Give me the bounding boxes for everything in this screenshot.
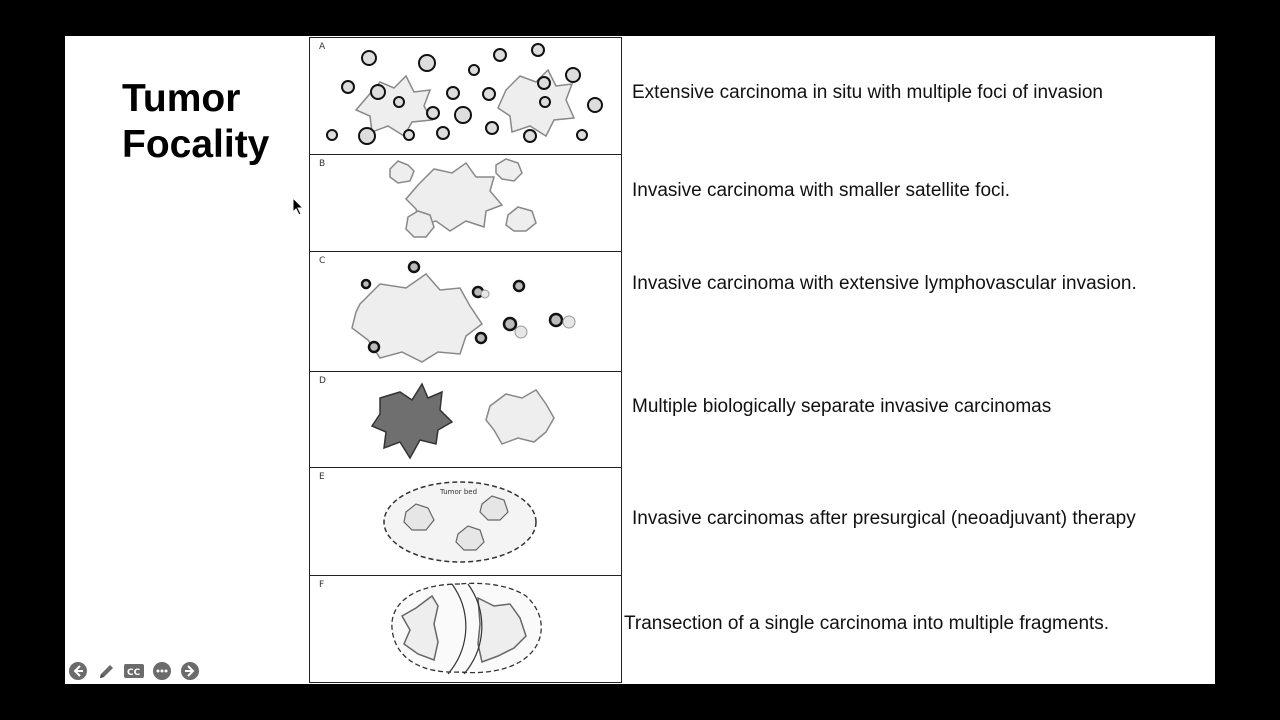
panel-c-description: Invasive carcinoma with extensive lymphovascular invasion. bbox=[632, 273, 1137, 294]
panel-f-illustration bbox=[310, 576, 621, 682]
panel-d-description: Multiple biologically separate invasive carcinomas bbox=[632, 396, 1052, 417]
panel-d-illustration bbox=[310, 372, 621, 467]
panel-d bbox=[310, 372, 621, 468]
panel-letter: F bbox=[319, 580, 325, 590]
panel-letter: C bbox=[319, 256, 326, 266]
slide bbox=[65, 36, 1215, 684]
mouse-pointer-icon bbox=[292, 197, 306, 222]
tumor-bed-label: Tumor bed bbox=[440, 488, 478, 496]
panel-a-description: Extensive carcinoma in situ with multiple foci of invasion bbox=[632, 82, 1103, 103]
panel-b bbox=[310, 155, 621, 252]
slide-title bbox=[122, 76, 269, 168]
pencil-icon[interactable] bbox=[95, 660, 117, 682]
title-line-2: Focality bbox=[122, 123, 270, 166]
panel-letter: B bbox=[319, 159, 326, 169]
panel-letter: D bbox=[319, 376, 326, 386]
panel-b-illustration bbox=[310, 155, 621, 251]
tumor-focality-figure bbox=[309, 37, 622, 683]
panel-e-illustration bbox=[310, 468, 621, 575]
panel-f-description: Transection of a single carcinoma into multiple fragments. bbox=[624, 613, 1110, 634]
panel-f bbox=[310, 576, 621, 683]
panel-c-illustration bbox=[310, 252, 621, 371]
panel-c bbox=[310, 252, 621, 372]
panel-e-description: Invasive carcinomas after presurgical (neoadjuvant) therapy bbox=[632, 508, 1136, 529]
arrow-left-icon[interactable] bbox=[67, 660, 89, 682]
arrow-right-icon[interactable] bbox=[179, 660, 201, 682]
panel-b-description: Invasive carcinoma with smaller satellite foci. bbox=[632, 180, 1011, 201]
more-options-icon[interactable] bbox=[151, 660, 173, 682]
cc-label: CC bbox=[127, 668, 141, 678]
panel-a-illustration bbox=[310, 38, 621, 154]
playback-controls bbox=[67, 660, 201, 682]
panel-letter: A bbox=[319, 42, 326, 52]
panel-e bbox=[310, 468, 621, 576]
panel-letter: E bbox=[319, 472, 325, 482]
closed-captions-icon[interactable] bbox=[123, 660, 145, 682]
panel-a bbox=[310, 38, 621, 155]
title-line-1: Tumor bbox=[122, 77, 241, 120]
